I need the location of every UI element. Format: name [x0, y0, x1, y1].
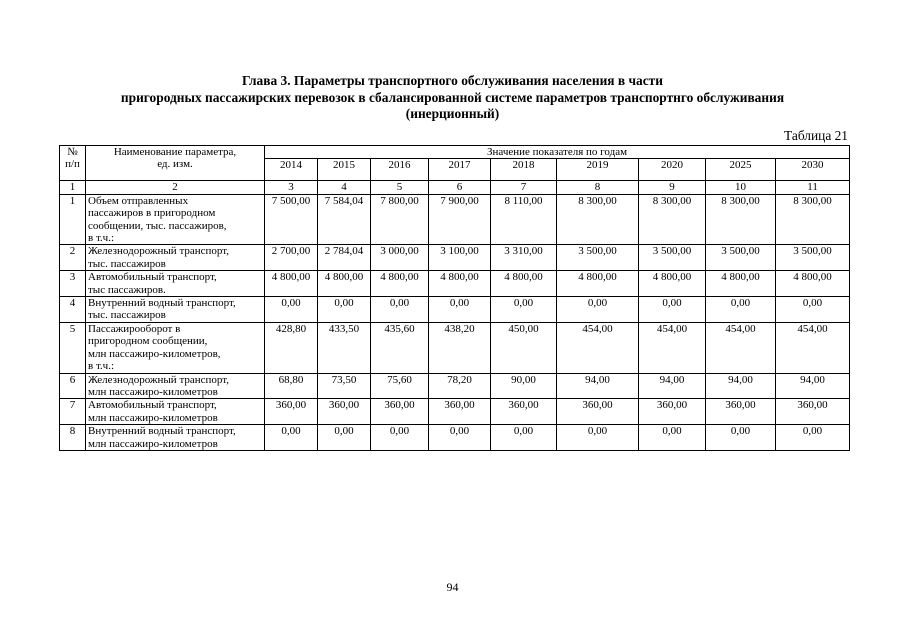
value-cell: 94,00: [706, 373, 776, 399]
column-number: 1: [60, 181, 86, 194]
value-cell: 0,00: [557, 425, 639, 451]
table-row: [60, 271, 850, 297]
column-number: 8: [557, 181, 639, 194]
parameter-name: Автомобильный транспорт, тыс пассажиров.: [86, 271, 265, 297]
column-number: 11: [776, 181, 850, 194]
title-line: Глава 3. Параметры транспортного обслуживания населения в части: [242, 73, 663, 88]
value-cell: 360,00: [371, 399, 429, 425]
value-cell: 8 300,00: [639, 194, 706, 245]
value-cell: 8 110,00: [491, 194, 557, 245]
column-number: 2: [86, 181, 265, 194]
value-cell: 4 800,00: [491, 271, 557, 297]
parameter-name: Железнодорожный транспорт, тыс. пассажиров: [86, 245, 265, 271]
table-row: [60, 425, 850, 451]
value-cell: 450,00: [491, 322, 557, 373]
value-cell: 3 500,00: [639, 245, 706, 271]
year-header: 2014: [265, 159, 318, 181]
title-line: пригородных пассажирских перевозок в сбалансированной системе параметров транспортнго обслуживания: [120, 89, 785, 105]
parameter-name: Автомобильный транспорт, млн пассажиро-километров: [86, 399, 265, 425]
year-header: 2015: [318, 159, 371, 181]
value-cell: 0,00: [265, 425, 318, 451]
parameter-name: Железнодорожный транспорт, млн пассажиро-километров: [86, 373, 265, 399]
parameter-name: Внутренний водный транспорт, млн пассажиро-километров: [86, 425, 265, 451]
value-cell: 0,00: [371, 297, 429, 323]
value-cell: 4 800,00: [639, 271, 706, 297]
value-cell: 68,80: [265, 373, 318, 399]
value-cell: 94,00: [557, 373, 639, 399]
value-cell: 360,00: [318, 399, 371, 425]
value-cell: 454,00: [706, 322, 776, 373]
row-number: 5: [60, 322, 86, 373]
year-header: 2017: [429, 159, 491, 181]
value-cell: 94,00: [639, 373, 706, 399]
value-cell: 2 784,04: [318, 245, 371, 271]
value-cell: 438,20: [429, 322, 491, 373]
value-cell: 0,00: [706, 297, 776, 323]
value-cell: 3 500,00: [706, 245, 776, 271]
table-row: [60, 322, 850, 373]
value-cell: 454,00: [557, 322, 639, 373]
table-row: [60, 297, 850, 323]
column-number: 4: [318, 181, 371, 194]
value-cell: 0,00: [557, 297, 639, 323]
chapter-title: [0, 73, 905, 123]
value-cell: 7 584,04: [318, 194, 371, 245]
value-cell: 94,00: [776, 373, 850, 399]
value-cell: 0,00: [371, 425, 429, 451]
value-cell: 0,00: [776, 297, 850, 323]
year-header: 2030: [776, 159, 850, 181]
value-cell: 8 300,00: [776, 194, 850, 245]
value-cell: 435,60: [371, 322, 429, 373]
value-cell: 4 800,00: [429, 271, 491, 297]
column-number: 9: [639, 181, 706, 194]
header-row: [60, 146, 850, 159]
year-header: 2018: [491, 159, 557, 181]
header-years-group: Значение показателя по годам: [265, 146, 850, 159]
value-cell: 454,00: [639, 322, 706, 373]
column-number: 3: [265, 181, 318, 194]
year-header: 2019: [557, 159, 639, 181]
value-cell: 0,00: [491, 297, 557, 323]
page-number: 94: [446, 580, 459, 594]
parameters-table: [59, 145, 850, 451]
value-cell: 360,00: [491, 399, 557, 425]
value-cell: 75,60: [371, 373, 429, 399]
value-cell: 360,00: [429, 399, 491, 425]
value-cell: 8 300,00: [557, 194, 639, 245]
row-number: 3: [60, 271, 86, 297]
table-row: [60, 245, 850, 271]
value-cell: 3 500,00: [776, 245, 850, 271]
table-row: [60, 373, 850, 399]
header-name: Наименование параметра, ед. изм.: [86, 146, 265, 181]
year-header: 2016: [371, 159, 429, 181]
value-cell: 360,00: [557, 399, 639, 425]
value-cell: 4 800,00: [265, 271, 318, 297]
year-header: 2020: [639, 159, 706, 181]
parameter-name: Внутренний водный транспорт, тыс. пассажиров: [86, 297, 265, 323]
parameter-name: Объем отправленных пассажиров в пригородном сообщении, тыс. пассажиров, в т.ч.:: [86, 194, 265, 245]
column-number: 5: [371, 181, 429, 194]
value-cell: 78,20: [429, 373, 491, 399]
value-cell: 0,00: [429, 297, 491, 323]
row-number: 1: [60, 194, 86, 245]
value-cell: 4 800,00: [318, 271, 371, 297]
value-cell: 3 310,00: [491, 245, 557, 271]
value-cell: 4 800,00: [776, 271, 850, 297]
value-cell: 73,50: [318, 373, 371, 399]
value-cell: 0,00: [639, 297, 706, 323]
value-cell: 3 100,00: [429, 245, 491, 271]
row-number: 2: [60, 245, 86, 271]
row-number: 4: [60, 297, 86, 323]
value-cell: 4 800,00: [706, 271, 776, 297]
table-row: [60, 399, 850, 425]
value-cell: 4 800,00: [371, 271, 429, 297]
table-label: Таблица 21: [784, 128, 848, 143]
value-cell: 433,50: [318, 322, 371, 373]
value-cell: 360,00: [265, 399, 318, 425]
value-cell: 0,00: [639, 425, 706, 451]
value-cell: 4 800,00: [557, 271, 639, 297]
value-cell: 2 700,00: [265, 245, 318, 271]
value-cell: 360,00: [639, 399, 706, 425]
value-cell: 7 800,00: [371, 194, 429, 245]
value-cell: 3 000,00: [371, 245, 429, 271]
year-header: 2025: [706, 159, 776, 181]
value-cell: 0,00: [265, 297, 318, 323]
value-cell: 0,00: [318, 297, 371, 323]
row-number: 6: [60, 373, 86, 399]
header-num: № п/п: [60, 146, 86, 181]
value-cell: 0,00: [706, 425, 776, 451]
parameter-name: Пассажирооборот в пригородном сообщении, млн пассажиро-километров, в т.ч.:: [86, 322, 265, 373]
value-cell: 7 900,00: [429, 194, 491, 245]
value-cell: 3 500,00: [557, 245, 639, 271]
value-cell: 360,00: [706, 399, 776, 425]
value-cell: 0,00: [429, 425, 491, 451]
row-number: 7: [60, 399, 86, 425]
table-row: [60, 194, 850, 245]
value-cell: 360,00: [776, 399, 850, 425]
value-cell: 0,00: [318, 425, 371, 451]
value-cell: 90,00: [491, 373, 557, 399]
column-number: 6: [429, 181, 491, 194]
value-cell: 0,00: [491, 425, 557, 451]
column-number: 7: [491, 181, 557, 194]
value-cell: 8 300,00: [706, 194, 776, 245]
value-cell: 428,80: [265, 322, 318, 373]
column-number: 10: [706, 181, 776, 194]
title-line: (инерционный): [405, 106, 500, 121]
value-cell: 7 500,00: [265, 194, 318, 245]
value-cell: 0,00: [776, 425, 850, 451]
row-number: 8: [60, 425, 86, 451]
column-number-row: [60, 181, 850, 194]
value-cell: 454,00: [776, 322, 850, 373]
